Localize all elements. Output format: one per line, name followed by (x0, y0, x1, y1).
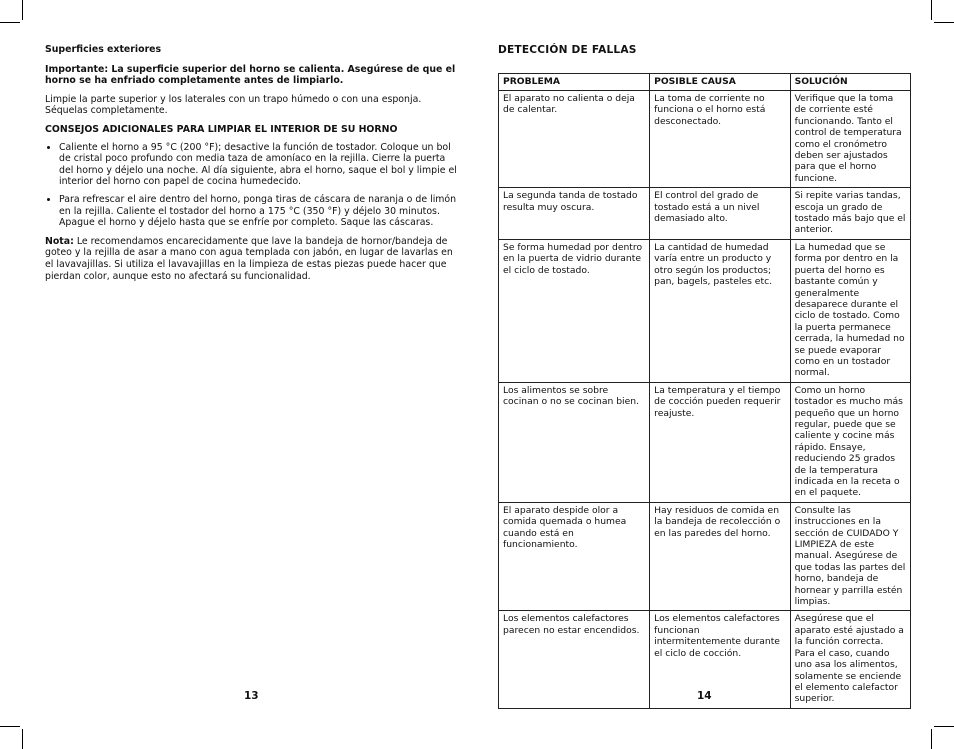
solution-cell: Como un horno tostador es mucho más pequeño que un horno regular, puede que se caliente y cocine más rápido. Ensaye, reduciendo 25 grados de la temperatura indicada en la receta o en el paquete. (790, 382, 910, 502)
cause-cell: La toma de corriente no funciona o el horno está desconectado. (650, 91, 790, 188)
crop-mark (934, 22, 954, 23)
crop-mark (934, 726, 954, 727)
section-heading: Superficies exteriores (45, 44, 162, 55)
column-header-cause: POSIBLE CAUSA (650, 74, 790, 91)
cause-cell: La temperatura y el tiempo de cocción pueden requerir reajuste. (650, 382, 790, 502)
cause-cell: Hay residuos de comida en la bandeja de recolección o en las paredes del horno. (650, 502, 790, 611)
cause-cell: Los elementos calefactores funcionan intermitentemente durante el ciclo de cocción. (650, 611, 790, 708)
problem-cell: Los alimentos se sobre cocinan o no se cocinan bien. (499, 382, 650, 502)
column-header-solution: SOLUCIÓN (790, 74, 910, 91)
tips-heading: CONSEJOS ADICIONALES PARA LIMPIAR EL INTERIOR DE SU HORNO (45, 123, 398, 135)
tips-list (45, 142, 459, 229)
table-header-row (499, 74, 911, 91)
troubleshooting-title: DETECCIÓN DE FALLAS (498, 44, 637, 56)
table-row (499, 382, 911, 502)
note-paragraph (45, 236, 459, 282)
cause-cell: La cantidad de humedad varía entre un producto y otro según los productos; pan, bagels, pasteles etc. (650, 239, 790, 382)
troubleshooting-table (498, 73, 911, 709)
table-row (499, 188, 911, 240)
solution-cell: La humedad que se forma por dentro en la puerta del horno es bastante común y generalmente desaparece durante el ciclo de tostado. Como la puerta permanece cerrada, la humedad no se puede evaporar como en un tostador normal. (790, 239, 910, 382)
left-page (45, 44, 459, 289)
table-row (499, 91, 911, 188)
table-row (499, 502, 911, 611)
problem-cell: La segunda tanda de tostado resulta muy oscura. (499, 188, 650, 240)
wipe-instructions: Limpie la parte superior y los laterales con un trapo húmedo o con una esponja. Séquelas completamente. (45, 93, 422, 117)
crop-mark (0, 22, 20, 23)
tip-item: • Para refrescar el aire dentro del horno, ponga tiras de cáscara de naranja o de limón en la rejilla. Caliente el tostador del horno a 175 °C (350 °F) y déjelo 30 minutos. Apague el horno y déjelo hasta que se enfríe por completo. Saque las cáscaras. (59, 194, 459, 229)
crop-mark (931, 729, 932, 749)
solution-cell: Asegúrese que el aparato esté ajustado a la función correcta. Para el caso, cuando uno asa los alimentos, solamente se enciende el elemento calefactor superior. (790, 611, 910, 708)
problem-cell: El aparato despide olor a comida quemada o humea cuando está en funcionamiento. (499, 502, 650, 611)
crop-mark (22, 729, 23, 749)
problem-cell: Se forma humedad por dentro en la puerta de vidrio durante el ciclo de tostado. (499, 239, 650, 382)
solution-cell: Verifique que la toma de corriente esté funcionando. Tanto el control de temperatura como el cronómetro deben ser ajustados para que el horno funcione. (790, 91, 910, 188)
page-number-right: 14 (697, 690, 712, 702)
crop-mark (931, 0, 932, 20)
note-text: Le recomendamos encarecidamente que lave la bandeja de hornor/bandeja de goteo y la rejilla de asar a mano con agua templada con jabón, en lugar de lavarlas en el lavavajillas. Si utiliza el lavavajillas en la limpieza de estas piezas puede hacer que pierdan color, aunque esto no afectará su funcionalidad. (45, 235, 453, 282)
cause-cell: El control del grado de tostado está a un nivel demasiado alto. (650, 188, 790, 240)
problem-cell: El aparato no calienta o deja de calentar. (499, 91, 650, 188)
page-number-left: 13 (244, 690, 259, 702)
important-notice: Importante: La superficie superior del horno se calienta. Asegúrese de que el horno se ha enfriado completamente antes de limpiarlo. (45, 63, 456, 87)
crop-mark (22, 0, 23, 20)
solution-cell: Consulte las instrucciones en la sección de CUIDADO Y LIMPIEZA de este manual. Asegúrese de que todas las partes del horno, bandeja de hornear y parrilla estén limpias. (790, 502, 910, 611)
table-row (499, 239, 911, 382)
column-header-problem: PROBLEMA (499, 74, 650, 91)
solution-cell: Si repite varias tandas, escoja un grado de tostado más bajo que el anterior. (790, 188, 910, 240)
tip-item: • Caliente el horno a 95 °C (200 °F); desactive la función de tostador. Coloque un bol de cristal poco profundo con media taza de amoníaco en la rejilla. Cierre la puerta del horno y déjelo una noche. Al día siguiente, abra el horno, saque el bol y limpie el interior del horno con papel de cocina humedecido. (59, 142, 459, 188)
crop-mark (0, 726, 20, 727)
problem-cell: Los elementos calefactores parecen no estar encendidos. (499, 611, 650, 708)
note-label: Nota: (45, 235, 74, 247)
